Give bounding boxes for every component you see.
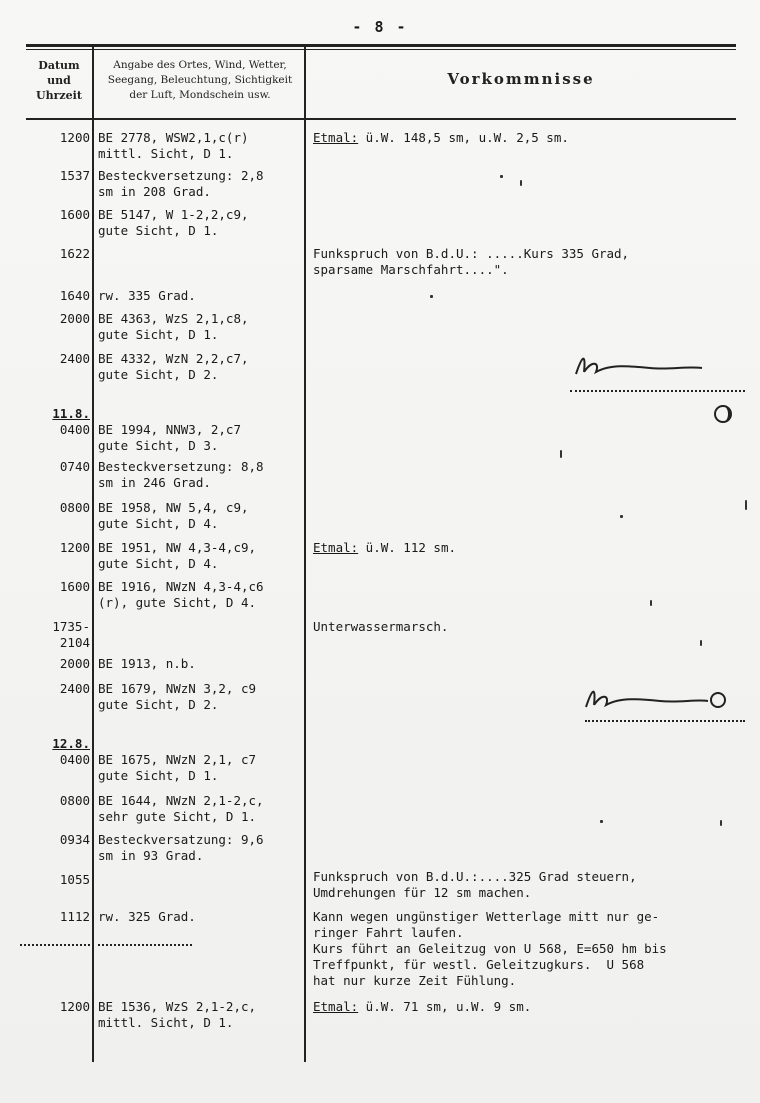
header-date-line: Datum bbox=[38, 59, 80, 72]
etmal-label: Etmal: bbox=[313, 999, 359, 1014]
header-date-column bbox=[26, 58, 92, 103]
row-event: Etmal: ü.W. 71 sm, u.W. 9 sm. bbox=[313, 999, 532, 1014]
scan-speck bbox=[720, 820, 722, 826]
header-events-column: Vorkommnisse bbox=[447, 70, 595, 88]
row-info: BE 1536, WzS 2,1-2,c, mittl. Sicht, D 1. bbox=[98, 999, 257, 1030]
table-top-rule bbox=[26, 44, 736, 47]
row-info: Besteckversatzung: 9,6 sm in 93 Grad. bbox=[98, 832, 264, 863]
row-info: BE 4363, WzS 2,1,c8, gute Sicht, D 1. bbox=[98, 311, 249, 342]
row-info: Besteckversetzung: 2,8 sm in 208 Grad. bbox=[98, 168, 264, 199]
signature-dotted-rule bbox=[585, 720, 745, 722]
scan-speck bbox=[500, 175, 503, 178]
row-info: Besteckversetzung: 8,8 sm in 246 Grad. bbox=[98, 459, 264, 490]
row-info: BE 1679, NWzN 3,2, c9 gute Sicht, D 2. bbox=[98, 681, 257, 712]
row-event: Unterwassermarsch. bbox=[313, 619, 449, 634]
signature bbox=[570, 350, 720, 380]
row-time: 11.8. 0400 bbox=[28, 406, 90, 438]
row-time: 1537 bbox=[59, 168, 90, 183]
row-time: 1640 bbox=[59, 288, 90, 303]
row-event: Etmal: ü.W. 112 sm. bbox=[313, 540, 456, 555]
row-time: 1735- 2104 bbox=[52, 619, 90, 650]
row-separator-dotted bbox=[98, 944, 192, 946]
row-time: 2000 bbox=[59, 656, 90, 671]
row-time: 2000 bbox=[59, 311, 90, 326]
scan-speck bbox=[700, 640, 702, 646]
row-event: Funkspruch von B.d.U.:....325 Grad steuern, Umdrehungen für 12 sm machen. bbox=[313, 869, 637, 900]
header-bottom-rule bbox=[26, 118, 736, 120]
page-number: - 8 - bbox=[352, 18, 408, 36]
signature-dotted-rule bbox=[570, 390, 745, 392]
row-info: BE 1916, NWzN 4,3-4,c6 (r), gute Sicht, D 4. bbox=[98, 579, 264, 610]
row-time: 12.8. 0400 bbox=[28, 736, 90, 768]
scan-speck bbox=[430, 295, 433, 298]
header-date-line: Uhrzeit bbox=[36, 89, 82, 102]
scan-speck bbox=[650, 600, 652, 606]
row-info: BE 5147, W 1-2,2,c9, gute Sicht, D 1. bbox=[98, 207, 249, 238]
header-info-line: Angabe des Ortes, Wind, Wetter, bbox=[113, 59, 287, 71]
row-info: BE 2778, WSW2,1,c(r) mittl. Sicht, D 1. bbox=[98, 130, 249, 161]
row-time: 1622 bbox=[59, 246, 90, 261]
row-event: Kann wegen ungünstiger Wetterlage mitt nur ge- ringer Fahrt laufen. Kurs führt an Geleitzug von U 568, E=650 hm bis Treffpunkt, für westl. Geleitzugkurs. U 568 hat nur kurze Zeit Fühlung. bbox=[313, 909, 667, 988]
scan-speck bbox=[745, 500, 747, 510]
row-info: BE 1913, n.b. bbox=[98, 656, 196, 671]
header-info-line: Seegang, Beleuchtung, Sichtigkeit bbox=[107, 74, 293, 86]
row-info: BE 1958, NW 5,4, c9, gute Sicht, D 4. bbox=[98, 500, 249, 531]
row-time: 2400 bbox=[59, 681, 90, 696]
row-separator-dotted bbox=[20, 944, 90, 946]
scan-speck bbox=[560, 450, 562, 458]
row-date: 11.8. bbox=[52, 406, 90, 421]
etmal-label: Etmal: bbox=[313, 130, 359, 145]
row-time: 1055 bbox=[59, 872, 90, 887]
scan-speck bbox=[600, 820, 603, 823]
row-time: 1600 bbox=[59, 207, 90, 222]
row-info: BE 4332, WzN 2,2,c7, gute Sicht, D 2. bbox=[98, 351, 249, 382]
row-info: rw. 335 Grad. bbox=[98, 288, 196, 303]
row-info: BE 1994, NNW3, 2,c7 gute Sicht, D 3. bbox=[98, 422, 241, 453]
row-time: 1200 bbox=[59, 130, 90, 145]
etmal-label: Etmal: bbox=[313, 540, 359, 555]
row-event: Funkspruch von B.d.U.: .....Kurs 335 Grad, sparsame Marschfahrt....". bbox=[313, 246, 630, 277]
signature bbox=[580, 683, 730, 713]
row-time: 0934 bbox=[59, 832, 90, 847]
table-top-rule-2 bbox=[26, 49, 736, 50]
moon-phase-icon bbox=[712, 403, 734, 425]
row-time: 2400 bbox=[59, 351, 90, 366]
row-time: 0800 bbox=[59, 793, 90, 808]
row-info: rw. 325 Grad. bbox=[98, 909, 196, 924]
header-info-line: der Luft, Mondschein usw. bbox=[129, 89, 271, 101]
row-time: 0740 bbox=[59, 459, 90, 474]
row-time: 1200 bbox=[59, 999, 90, 1014]
row-info: BE 1675, NWzN 2,1, c7 gute Sicht, D 1. bbox=[98, 752, 257, 783]
scan-speck bbox=[520, 180, 522, 186]
row-date: 12.8. bbox=[52, 736, 90, 751]
row-event: Etmal: ü.W. 148,5 sm, u.W. 2,5 sm. bbox=[313, 130, 569, 145]
header-info-column bbox=[95, 58, 305, 103]
row-info: BE 1951, NW 4,3-4,c9, gute Sicht, D 4. bbox=[98, 540, 257, 571]
row-time: 0800 bbox=[59, 500, 90, 515]
row-time: 1200 bbox=[59, 540, 90, 555]
row-time: 1112 bbox=[59, 909, 90, 924]
row-time: 1600 bbox=[59, 579, 90, 594]
row-info: BE 1644, NWzN 2,1-2,c, sehr gute Sicht, D 1. bbox=[98, 793, 264, 824]
header-date-line: und bbox=[47, 74, 71, 87]
column-divider-1 bbox=[92, 47, 94, 1062]
scan-speck bbox=[620, 515, 623, 518]
